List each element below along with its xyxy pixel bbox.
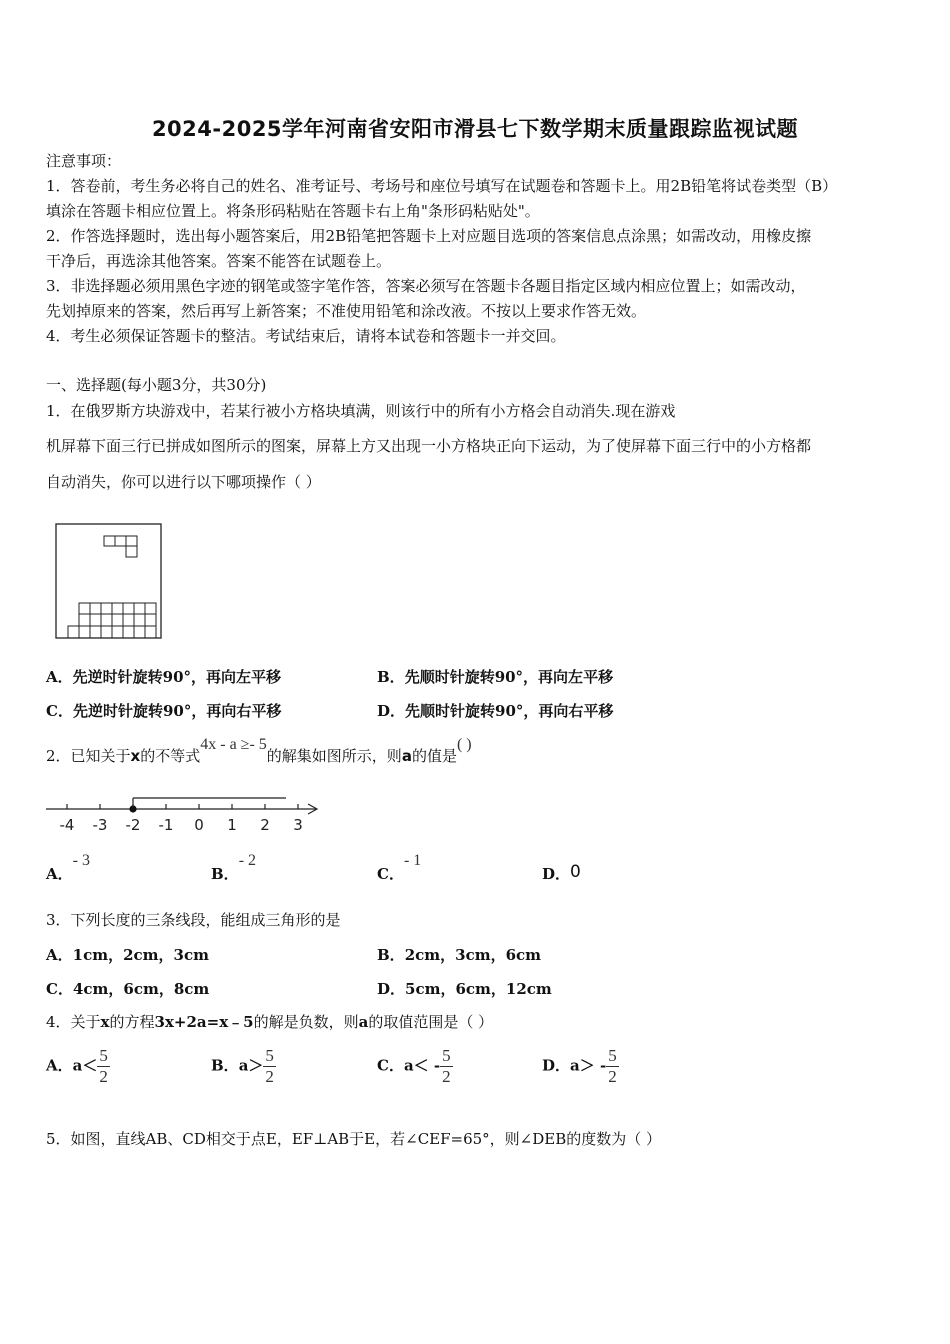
number-line [44, 790, 324, 838]
q3-option-a[interactable]: A．1cm，2cm，3cm [46, 946, 209, 964]
notice-line: 干净后，再选涂其他答案。答案不能答在试题卷上。 [46, 252, 392, 270]
section-heading: 一、选择题(每小题3分，共30分) [46, 376, 267, 394]
q4-option-b[interactable]: B．a＞ $\frac{5}{2}$ [211, 1046, 274, 1086]
numberline-label: -4 [59, 816, 75, 834]
numberline-label: 2 [260, 816, 270, 834]
q4-option-d[interactable]: D．a＞ - $\frac{5}{2}$ [542, 1046, 617, 1086]
notice-line: 4．考生必须保证答题卡的整洁。考试结束后，请将本试卷和答题卡一并交回。 [46, 327, 566, 345]
q2-option-b[interactable]: B．- 2 [211, 852, 257, 883]
tetris-figure [54, 522, 164, 640]
numberline-label: -2 [125, 816, 141, 834]
fraction: $\frac{5}{2}$ [265, 1046, 274, 1086]
q2-option-a[interactable]: A．- 3 [46, 852, 90, 883]
q4-option-a[interactable]: A．a＜ $\frac{5}{2}$ [46, 1046, 108, 1086]
notice-line: 填涂在答题卡相应位置上。将条形码粘贴在答题卡右上角"条形码粘贴处"。 [46, 202, 540, 220]
notice-line: 2．作答选择题时，选出每小题答案后，用2B铅笔把答题卡上对应题目选项的答案信息点涂黑；如需改动，用橡皮擦 [46, 227, 812, 245]
q5-stem: 5．如图，直线AB、CD相交于点E，EF⊥AB于E，若∠CEF=65°，则∠DEB的度数为（ ） [46, 1130, 662, 1148]
q1-stem: 机屏幕下面三行已拼成如图所示的图案，屏幕上方又出现一小方格块正向下运动，为了使屏幕下面三行中的小方格都 [46, 437, 812, 455]
notice-line: 3．非选择题必须用黑色字迹的钢笔或签字笔作答，答案必须写在答题卡各题目指定区域内相应位置上；如需改动， [46, 277, 806, 295]
notice-heading: 注意事项： [46, 152, 122, 170]
fraction: $\frac{5}{2}$ [99, 1046, 108, 1086]
q2-option-c[interactable]: C．- 1 [377, 852, 422, 883]
numberline-label: -1 [158, 816, 174, 834]
q3-stem: 3．下列长度的三条线段，能组成三角形的是 [46, 911, 341, 929]
q1-option-d[interactable]: D．先顺时针旋转90°，再向右平移 [377, 702, 614, 720]
numberline-label: 0 [194, 816, 204, 834]
q1-option-c[interactable]: C．先逆时针旋转90°，再向右平移 [46, 702, 282, 720]
q4-option-c[interactable]: C．a＜ - $\frac{5}{2}$ [377, 1046, 451, 1086]
q3-option-b[interactable]: B．2cm，3cm，6cm [377, 946, 542, 964]
q2-stem: 2．已知关于x的不等式4x - a ≥- 5的解集如图所示，则a的值是( ) [46, 736, 472, 765]
notice-line: 先划掉原来的答案，然后再写上新答案；不准使用铅笔和涂改液。不按以上要求作答无效。 [46, 302, 647, 320]
q4-stem: 4．关于x的方程3x+2a=x﹣5的解是负数，则a的取值范围是（ ） [46, 1013, 494, 1031]
fraction: $\frac{5}{2}$ [442, 1046, 451, 1086]
notice-line: 1．答卷前，考生务必将自己的姓名、准考证号、考场号和座位号填写在试题卷和答题卡上。用2B铅笔将试卷类型（B） [46, 177, 838, 195]
numberline-label: 1 [227, 816, 237, 834]
page-title: 2024-2025学年河南省安阳市滑县七下数学期末质量跟踪监视试题 [151, 117, 799, 141]
fraction: $\frac{5}{2}$ [608, 1046, 617, 1086]
q3-option-c[interactable]: C．4cm，6cm，8cm [46, 980, 210, 998]
q1-stem: 1．在俄罗斯方块游戏中，若某行被小方格块填满，则该行中的所有小方格会自动消失.现在游戏 [46, 402, 676, 420]
q2-option-d[interactable]: D．0 [542, 862, 581, 883]
numberline-label: 3 [293, 816, 303, 834]
q1-stem: 自动消失，你可以进行以下哪项操作（ ） [46, 473, 321, 491]
q2-inequality: 4x - a ≥- 5 [200, 736, 267, 753]
numberline-label: -3 [92, 816, 108, 834]
q1-option-a[interactable]: A．先逆时针旋转90°，再向左平移 [46, 668, 282, 686]
q1-option-b[interactable]: B．先顺时针旋转90°，再向左平移 [377, 668, 614, 686]
q3-option-d[interactable]: D．5cm，6cm，12cm [377, 980, 552, 998]
